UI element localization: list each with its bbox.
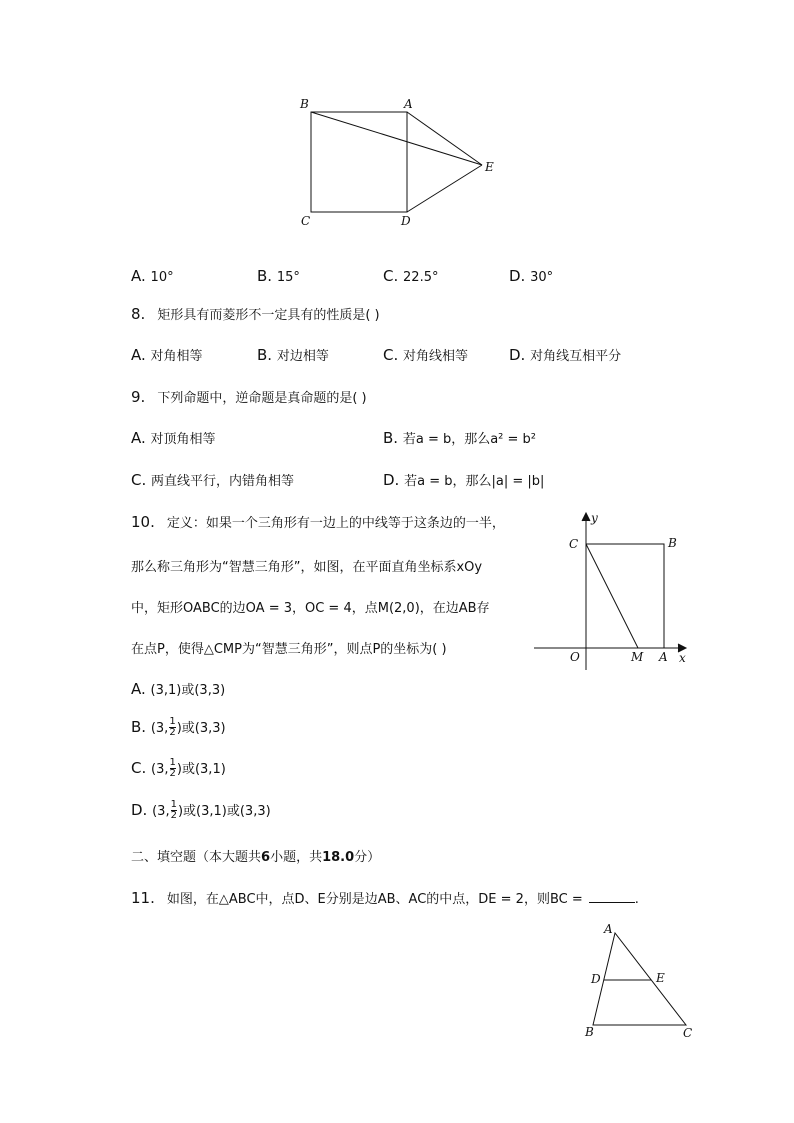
option-letter: B. xyxy=(257,267,273,285)
option-letter: B. xyxy=(257,346,273,364)
label-a: A xyxy=(404,97,413,111)
fraction-numerator: 1 xyxy=(170,799,177,810)
question-text: 矩形具有而菱形不一定具有的性质是( ) xyxy=(157,308,380,323)
question-count: 6 xyxy=(261,850,271,865)
option-text: 对边相等 xyxy=(276,349,329,364)
fraction-numerator: 1 xyxy=(169,716,176,727)
label-b: B xyxy=(668,536,677,550)
label-d: D xyxy=(401,214,411,228)
option-text: 15° xyxy=(276,270,300,285)
option-text: 若a = b，那么a² = b² xyxy=(402,432,537,447)
label-e: E xyxy=(656,971,665,985)
question-text: 中，矩形OABC的边OA = 3，OC = 4，点M(2,0)，在边AB存 xyxy=(131,601,490,616)
option-text: (3,1)或(3,3) xyxy=(150,683,226,698)
question-text: 那么称三角形为“智慧三角形”，如图，在平面直角坐标系xOy xyxy=(131,560,483,575)
label-m: M xyxy=(631,650,644,664)
option-letter: A. xyxy=(131,429,146,447)
section-text: 小题，共 xyxy=(270,850,323,865)
label-x: x xyxy=(679,651,686,665)
option-letter: A. xyxy=(131,346,146,364)
option-text: 对角相等 xyxy=(150,349,203,364)
label-y: y xyxy=(591,511,598,525)
fraction-denominator: 2 xyxy=(169,768,176,779)
option-text: 10° xyxy=(150,270,174,285)
option-text: 对角线相等 xyxy=(403,349,469,364)
question-number: 11. xyxy=(131,889,155,907)
question-number: 10. xyxy=(131,513,155,531)
option-text: )或(3,3) xyxy=(176,721,226,736)
question-number: 9. xyxy=(131,388,146,406)
option-letter: C. xyxy=(383,346,399,364)
question-number: 8. xyxy=(131,305,146,323)
fraction-denominator: 2 xyxy=(170,810,177,821)
question-text: 如图，在△ABC中，点D、E分别是边AB、AC的中点，DE = 2，则BC = xyxy=(166,892,583,907)
section-text: 二、填空题（本大题共 xyxy=(131,850,262,865)
option-text: 若a = b，那么|a| = |b| xyxy=(404,474,545,489)
option-text: 对顶角相等 xyxy=(150,432,216,447)
option-letter: C. xyxy=(131,759,147,777)
label-d: D xyxy=(591,972,601,986)
option-letter: D. xyxy=(509,346,526,364)
section-text: 分） xyxy=(354,850,381,865)
total-score: 18.0 xyxy=(322,850,355,865)
option-text: )或(3,1) xyxy=(176,762,226,777)
label-c: C xyxy=(569,537,579,551)
fraction-numerator: 1 xyxy=(169,757,176,768)
option-text: )或(3,1)或(3,3) xyxy=(177,804,271,819)
label-e: E xyxy=(485,160,494,174)
question-end: . xyxy=(634,892,639,907)
label-b: B xyxy=(585,1025,594,1039)
option-letter: C. xyxy=(131,471,147,489)
option-letter: B. xyxy=(131,718,147,736)
option-text: 对角线互相平分 xyxy=(530,349,622,364)
label-a: A xyxy=(604,922,613,936)
triangle-abc xyxy=(593,933,686,1025)
option-letter: A. xyxy=(131,267,146,285)
option-letter: C. xyxy=(383,267,399,285)
question-text: 下列命题中，逆命题是真命题的是( ) xyxy=(157,391,367,406)
option-letter: D. xyxy=(383,471,400,489)
question-text: 在点P，使得△CMP为“智慧三角形”，则点P的坐标为( ) xyxy=(131,642,447,657)
option-text: (3, xyxy=(152,804,170,819)
label-o: O xyxy=(570,650,580,664)
label-c: C xyxy=(301,214,311,228)
fraction-denominator: 2 xyxy=(169,727,176,738)
option-letter: A. xyxy=(131,680,146,698)
label-c: C xyxy=(683,1026,693,1040)
label-a: A xyxy=(659,650,668,664)
option-text: 两直线平行，内错角相等 xyxy=(151,474,295,489)
option-text: 30° xyxy=(530,270,554,285)
option-text: (3, xyxy=(151,762,169,777)
option-letter: D. xyxy=(131,801,148,819)
option-text: 22.5° xyxy=(403,270,439,285)
question-text: 定义：如果一个三角形有一边上的中线等于这条边的一半， xyxy=(166,516,505,531)
option-text: (3, xyxy=(150,721,169,736)
label-b: B xyxy=(300,97,309,111)
option-letter: B. xyxy=(383,429,399,447)
option-letter: D. xyxy=(509,267,526,285)
